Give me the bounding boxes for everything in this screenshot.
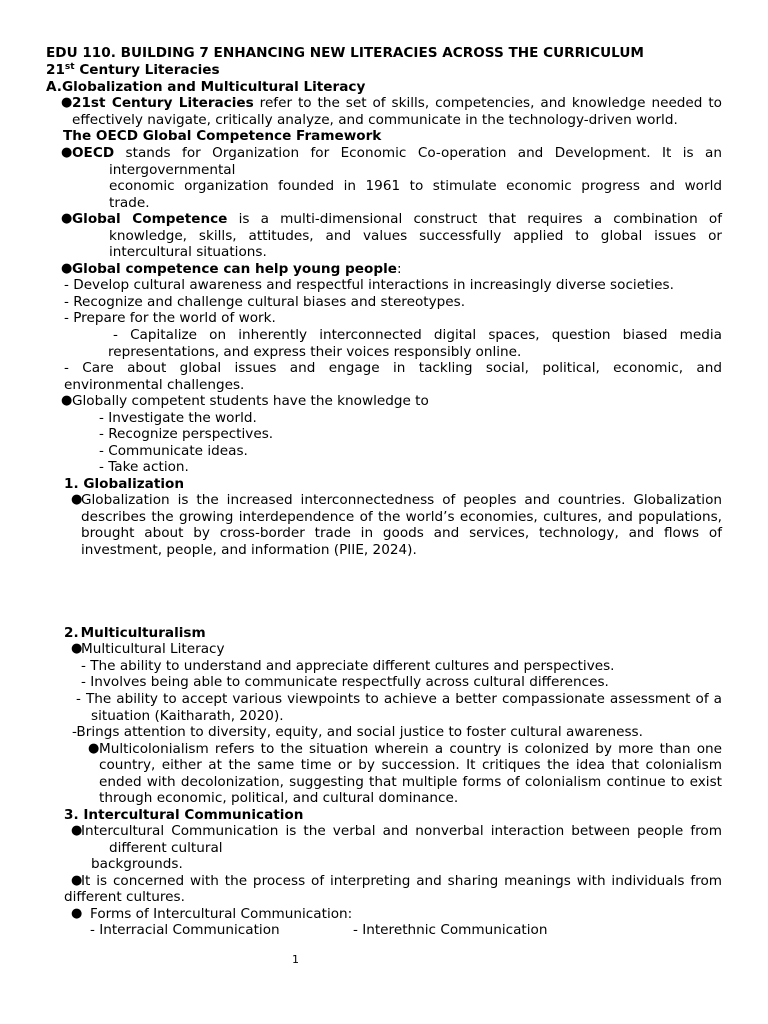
globalization-line: Globalization is the increased interconnectedness of peoples and countries. Globalization <box>81 492 722 508</box>
oecd-term: OECD <box>72 145 115 161</box>
gc-line-3: intercultural situations. <box>109 244 267 260</box>
literacies-def: refer to the set of skills, competencies, and knowledge needed to <box>253 95 722 111</box>
brings-attention-line: -Brings attention to diversity, equity, and social justice to foster cultural awareness. <box>72 724 643 740</box>
help-item: - Develop cultural awareness and respectful interactions in increasingly diverse societies. <box>64 277 674 293</box>
help-item: - Prepare for the world of work. <box>64 310 276 326</box>
form-interracial: - Interracial Communication <box>90 922 280 938</box>
concern-line-2: different cultures. <box>64 889 185 905</box>
form-interethnic: - Interethnic Communication <box>353 922 548 938</box>
accept-line-1: - The ability to accept various viewpoints to achieve a better compassionate assessment of a <box>76 691 722 707</box>
colonialism-line: through economic, political, and cultural dominance. <box>99 790 459 806</box>
bullet-icon: ● <box>61 261 73 276</box>
colonialism-line: country, either at the same time or by succession. It critiques the idea that colonialism <box>99 757 722 773</box>
bullet-icon: ● <box>71 641 83 656</box>
oecd-framework-heading: The OECD Global Competence Framework <box>63 128 382 144</box>
forms-label: Forms of Intercultural Communication: <box>90 906 353 922</box>
bullet-icon: ● <box>61 393 73 408</box>
intercultural-heading: 3. Intercultural Communication <box>64 807 304 823</box>
section-a-label: A. <box>46 79 62 95</box>
help-colon: : <box>396 261 402 277</box>
oecd-line-1 <box>72 145 722 162</box>
care-line-2: environmental challenges. <box>64 377 245 393</box>
knowledge-item: - Recognize perspectives. <box>99 426 274 442</box>
gc-term: Global Competence <box>72 211 228 227</box>
bullet-icon: ● <box>61 211 73 226</box>
multicultural-item: - The ability to understand and appreciate different cultures and perspectives. <box>81 658 615 674</box>
bullet-icon: ● <box>61 95 73 110</box>
multicultural-item: - Involves being able to communicate respectfully across cultural differences. <box>81 674 609 690</box>
multiculturalism-title: Multiculturalism <box>80 625 206 641</box>
course-title: EDU 110. BUILDING 7 ENHANCING NEW LITERACIES ACROSS THE CURRICULUM <box>46 45 644 61</box>
gc-line-1 <box>72 211 722 228</box>
capitalize-line-2: representations, and express their voices responsibly online. <box>108 344 522 360</box>
globalization-line: investment, people, and information (PIIE, 2024). <box>81 542 417 558</box>
multiculturalism-heading <box>64 625 206 642</box>
help-item: - Recognize and challenge cultural biases and stereotypes. <box>64 294 466 310</box>
colonialism-line: ended with decolonization, suggesting that multiple forms of colonialism continue to exist <box>99 774 722 790</box>
literacies-line-1 <box>72 95 722 112</box>
bullet-icon: ● <box>88 741 100 756</box>
section-a-title: Globalization and Multicultural Literacy <box>61 79 366 95</box>
accept-line-2: situation (Kaitharath, 2020). <box>91 708 284 724</box>
concern-line-1: It is concerned with the process of interpreting and sharing meanings with individuals from <box>81 873 722 889</box>
bullet-icon: ● <box>71 906 83 921</box>
literacies-line-2: effectively navigate, critically analyze, and communicate in the technology-driven world. <box>72 112 678 128</box>
colonialism-line: Multicolonialism refers to the situation wherein a country is colonized by more than one <box>99 741 722 757</box>
page-number: 1 <box>292 953 299 966</box>
care-line-1: - Care about global issues and engage in tackling social, political, economic, and <box>64 360 722 376</box>
oecd-def: stands for Organization for Economic Co-operation and Development. It is an <box>114 145 722 161</box>
bullet-icon: ● <box>71 492 83 507</box>
globalization-line: describes the growing interdependence of the world’s economies, cultures, and populations, <box>81 509 722 525</box>
bullet-icon: ● <box>71 873 83 888</box>
bullet-icon: ● <box>61 145 73 160</box>
literacies-term: 21st Century Literacies <box>72 95 254 111</box>
knowledge-item: - Investigate the world. <box>99 410 257 426</box>
intercultural-def-line-3: backgrounds. <box>91 856 183 872</box>
intercultural-def-line-1: Intercultural Communication is the verbal and nonverbal interaction between people from <box>81 823 722 839</box>
multiculturalism-number: 2. <box>64 625 79 641</box>
section-a-heading <box>46 79 365 96</box>
subtitle-number: 21 <box>46 62 65 78</box>
knowledge-item: - Communicate ideas. <box>99 443 248 459</box>
knowledge-intro: Globally competent students have the knowledge to <box>72 393 429 409</box>
subtitle-text: Century Literacies <box>74 62 220 78</box>
oecd-line-4: trade. <box>109 195 150 211</box>
page-subtitle <box>46 62 220 79</box>
intercultural-def-line-2: different cultural <box>109 840 223 856</box>
capitalize-line-1: - Capitalize on inherently interconnected digital spaces, question biased media <box>113 327 722 343</box>
gc-line-2: knowledge, skills, attitudes, and values successfully applied to global issues or <box>109 228 722 244</box>
oecd-line-2: intergovernmental <box>109 162 236 178</box>
help-heading <box>72 261 402 278</box>
bullet-icon: ● <box>71 823 83 838</box>
subtitle-superscript: st <box>64 62 75 72</box>
multicultural-literacy-label: Multicultural Literacy <box>81 641 225 657</box>
knowledge-item: - Take action. <box>99 459 189 475</box>
oecd-line-3: economic organization founded in 1961 to stimulate economic progress and world <box>109 178 722 194</box>
globalization-heading: 1. Globalization <box>64 476 184 492</box>
gc-def: is a multi-dimensional construct that requires a combination of <box>227 211 722 227</box>
help-heading-text: Global competence can help young people <box>72 261 397 277</box>
globalization-line: brought about by cross-border trade in goods and services, technology, and flows of <box>81 525 722 541</box>
